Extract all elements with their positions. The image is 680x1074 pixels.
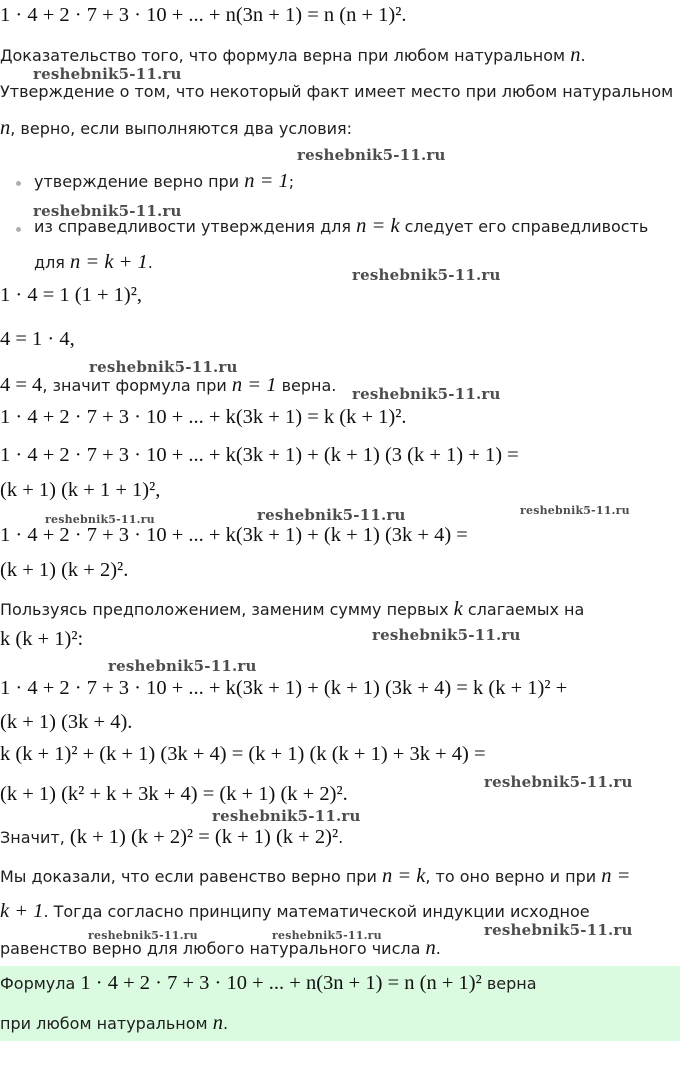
base-case-2: 4 = 1 · 4, [0,328,75,350]
watermark: reshebnik5-11.ru [520,504,630,517]
condition-2: из справедливости утверждения для n = k следует его справедливость [34,215,649,237]
watermark: reshebnik5-11.ru [272,929,382,942]
watermark: reshebnik5-11.ru [88,929,198,942]
condition-2-cont: для n = k + 1. [34,251,153,273]
therefore-line: Значит, (k + 1) (k + 2)² = (k + 1) (k + 2)². [0,826,344,848]
final-reasoning-cont: равенство верно для любого натурального числа n. [0,937,441,959]
step-line: 1 · 4 + 2 · 7 + 3 · 10 + ... + k(3k + 1) + (k + 1) (3k + 4) = k (k + 1)² + [0,677,568,699]
bullet-dot [16,181,21,186]
induction-statement: Утверждение о том, что некоторый факт имеет место при любом натуральном [0,82,674,101]
conclusion-line: Формула 1 · 4 + 2 · 7 + 3 · 10 + ... + n(3n + 1) = n (n + 1)² верна [0,972,537,994]
base-case-1: 1 · 4 = 1 (1 + 1)², [0,284,142,306]
base-case-3: 4 = 4, значит формула при n = 1 верна. [0,374,337,396]
substitution-text: Пользуясь предположением, заменим сумму первых k слагаемых на [0,598,585,620]
formula-line: 1 · 4 + 2 · 7 + 3 · 10 + ... + n(3n + 1) = n (n + 1)². [0,4,407,26]
watermark: reshebnik5-11.ru [257,506,406,524]
watermark: reshebnik5-11.ru [352,266,501,284]
watermark: reshebnik5-11.ru [108,657,257,675]
watermark: reshebnik5-11.ru [484,921,633,939]
watermark: reshebnik5-11.ru [89,358,238,376]
watermark: reshebnik5-11.ru [484,773,633,791]
substitution-expr: k (k + 1)²: [0,628,84,650]
conclusion-line-2: при любом натуральном n. [0,1012,229,1034]
step-line: (k + 1) (3k + 4). [0,711,133,733]
final-reasoning-cont: k + 1. Тогда согласно принципу математической индукции исходное [0,900,590,922]
formula: 1 · 4 + 2 · 7 + 3 · 10 + ... + n(3n + 1) = n (n + 1)² [0,4,402,26]
step-line: (k + 1) (k + 2)². [0,559,129,581]
induction-statement-cont: n, верно, если выполняются два условия: [0,117,353,139]
watermark: reshebnik5-11.ru [212,807,361,825]
step-line: 1 · 4 + 2 · 7 + 3 · 10 + ... + k(3k + 1) + (k + 1) (3 (k + 1) + 1) = [0,444,519,466]
final-reasoning: Мы доказали, что если равенство верно при n = k, то оно верно и при n = [0,865,631,887]
step-line: (k + 1) (k + 1 + 1)², [0,479,161,501]
step-line: k (k + 1)² + (k + 1) (3k + 4) = (k + 1) (k (k + 1) + 3k + 4) = [0,743,486,765]
watermark: reshebnik5-11.ru [45,513,155,526]
watermark: reshebnik5-11.ru [33,202,182,220]
watermark: reshebnik5-11.ru [372,626,521,644]
proof-title: Доказательство того, что формула верна при любом натуральном n. [0,44,586,66]
watermark: reshebnik5-11.ru [33,65,182,83]
watermark: reshebnik5-11.ru [352,385,501,403]
step-line: 1 · 4 + 2 · 7 + 3 · 10 + ... + k(3k + 1) + (k + 1) (3k + 4) = [0,524,468,546]
step-line: (k + 1) (k² + k + 3k + 4) = (k + 1) (k + 2)². [0,783,348,805]
bullet-dot [16,227,21,232]
condition-1: утверждение верно при n = 1; [34,170,295,192]
watermark: reshebnik5-11.ru [297,146,446,164]
assumption: 1 · 4 + 2 · 7 + 3 · 10 + ... + k(3k + 1) = k (k + 1)². [0,406,407,428]
